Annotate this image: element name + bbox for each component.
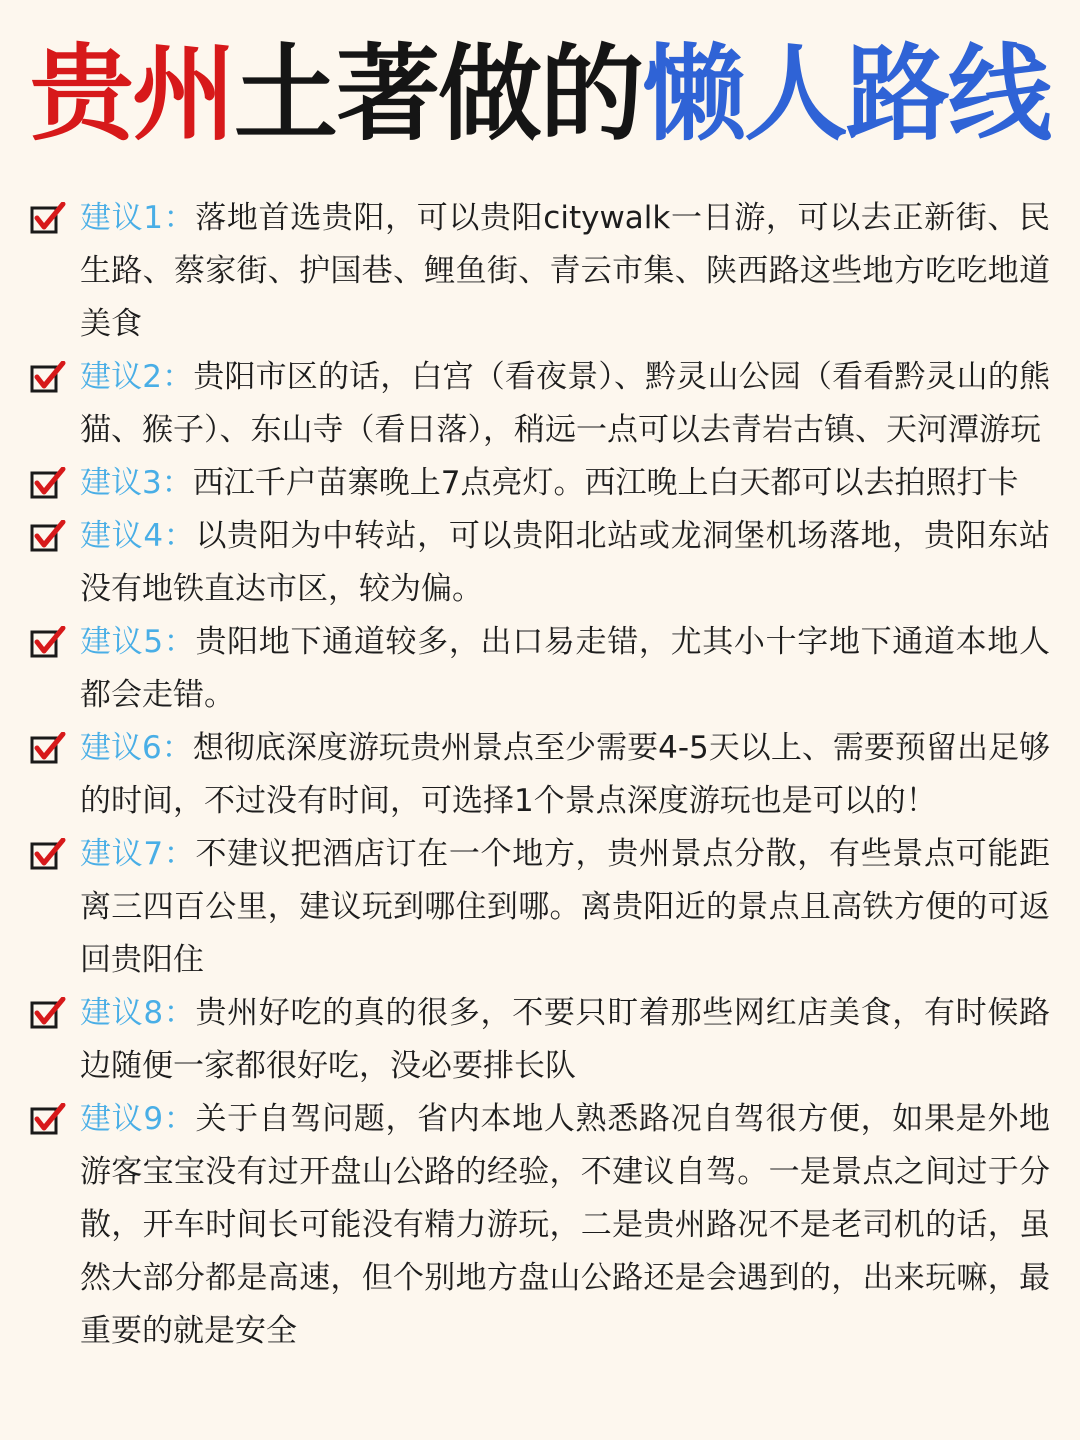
page-title [0, 26, 1080, 161]
tip-label: 建议6： [80, 730, 193, 766]
checkbox-icon [30, 361, 66, 395]
tip-item-3 [0, 457, 1080, 510]
tip-label: 建议1： [80, 200, 196, 236]
checkbox-icon [30, 202, 66, 236]
tip-item-6 [0, 722, 1080, 828]
tips-list [0, 192, 1080, 1358]
tip-item-2 [0, 351, 1080, 457]
checkbox-icon [30, 1103, 66, 1137]
tip-text: 贵阳地下通道较多，出口易走错，尤其小十字地下通道本地人都会走错。 [80, 624, 1050, 713]
checkbox-icon [30, 997, 66, 1031]
tip-label: 建议3： [80, 465, 193, 501]
checkbox-icon [30, 467, 66, 501]
tip-text: 落地首选贵阳，可以贵阳citywalk一日游，可以去正新街、民生路、蔡家街、护国巷、鲤鱼街、青云市集、陕西路这些地方吃吃地道美食 [80, 200, 1050, 342]
tip-text: 贵阳市区的话，白宫（看夜景）、黔灵山公园（看看黔灵山的熊猫、猴子）、东山寺（看日落），稍远一点可以去青岩古镇、天河潭游玩 [80, 359, 1050, 448]
tip-label: 建议5： [80, 624, 196, 660]
title-part-guizhou: 贵州 [29, 32, 234, 155]
tip-text: 不建议把酒店订在一个地方，贵州景点分散，有些景点可能距离三四百公里，建议玩到哪住到哪。离贵阳近的景点且高铁方便的可返回贵阳住 [80, 836, 1050, 978]
tip-item-8 [0, 987, 1080, 1093]
tip-text: 贵州好吃的真的很多，不要只盯着那些网红店美食，有时候路边随便一家都很好吃，没必要排长队 [80, 995, 1050, 1084]
tip-text: 西江千户苗寨晚上7点亮灯。西江晚上白天都可以去拍照打卡 [192, 465, 1019, 501]
tip-label: 建议4： [80, 518, 196, 554]
tip-text: 以贵阳为中转站，可以贵阳北站或龙洞堡机场落地，贵阳东站没有地铁直达市区，较为偏。 [80, 518, 1050, 607]
tip-item-7 [0, 828, 1080, 987]
checkbox-icon [30, 732, 66, 766]
tip-item-4 [0, 510, 1080, 616]
title-part-locals: 土著做的 [233, 32, 642, 155]
tip-label: 建议7： [80, 836, 196, 872]
tip-item-1 [0, 192, 1080, 351]
tip-item-9 [0, 1093, 1080, 1358]
tip-item-5 [0, 616, 1080, 722]
title-part-lazy-route: 懒人路线 [642, 32, 1051, 155]
tip-label: 建议8： [80, 995, 196, 1031]
tip-text: 关于自驾问题，省内本地人熟悉路况自驾很方便，如果是外地游客宝宝没有过开盘山公路的经验，不建议自驾。一是景点之间过于分散，开车时间长可能没有精力游玩，二是贵州路况不是老司机的话，虽然大部分都是高速，但个别地方盘山公路还是会遇到的，出来玩嘛，最重要的就是安全 [80, 1101, 1050, 1349]
tip-label: 建议9： [80, 1101, 196, 1137]
checkbox-icon [30, 838, 66, 872]
tip-text: 想彻底深度游玩贵州景点至少需要4-5天以上、需要预留出足够的时间，不过没有时间，可选择1个景点深度游玩也是可以的！ [80, 730, 1050, 819]
checkbox-icon [30, 520, 66, 554]
tip-label: 建议2： [80, 359, 194, 395]
checkbox-icon [30, 626, 66, 660]
